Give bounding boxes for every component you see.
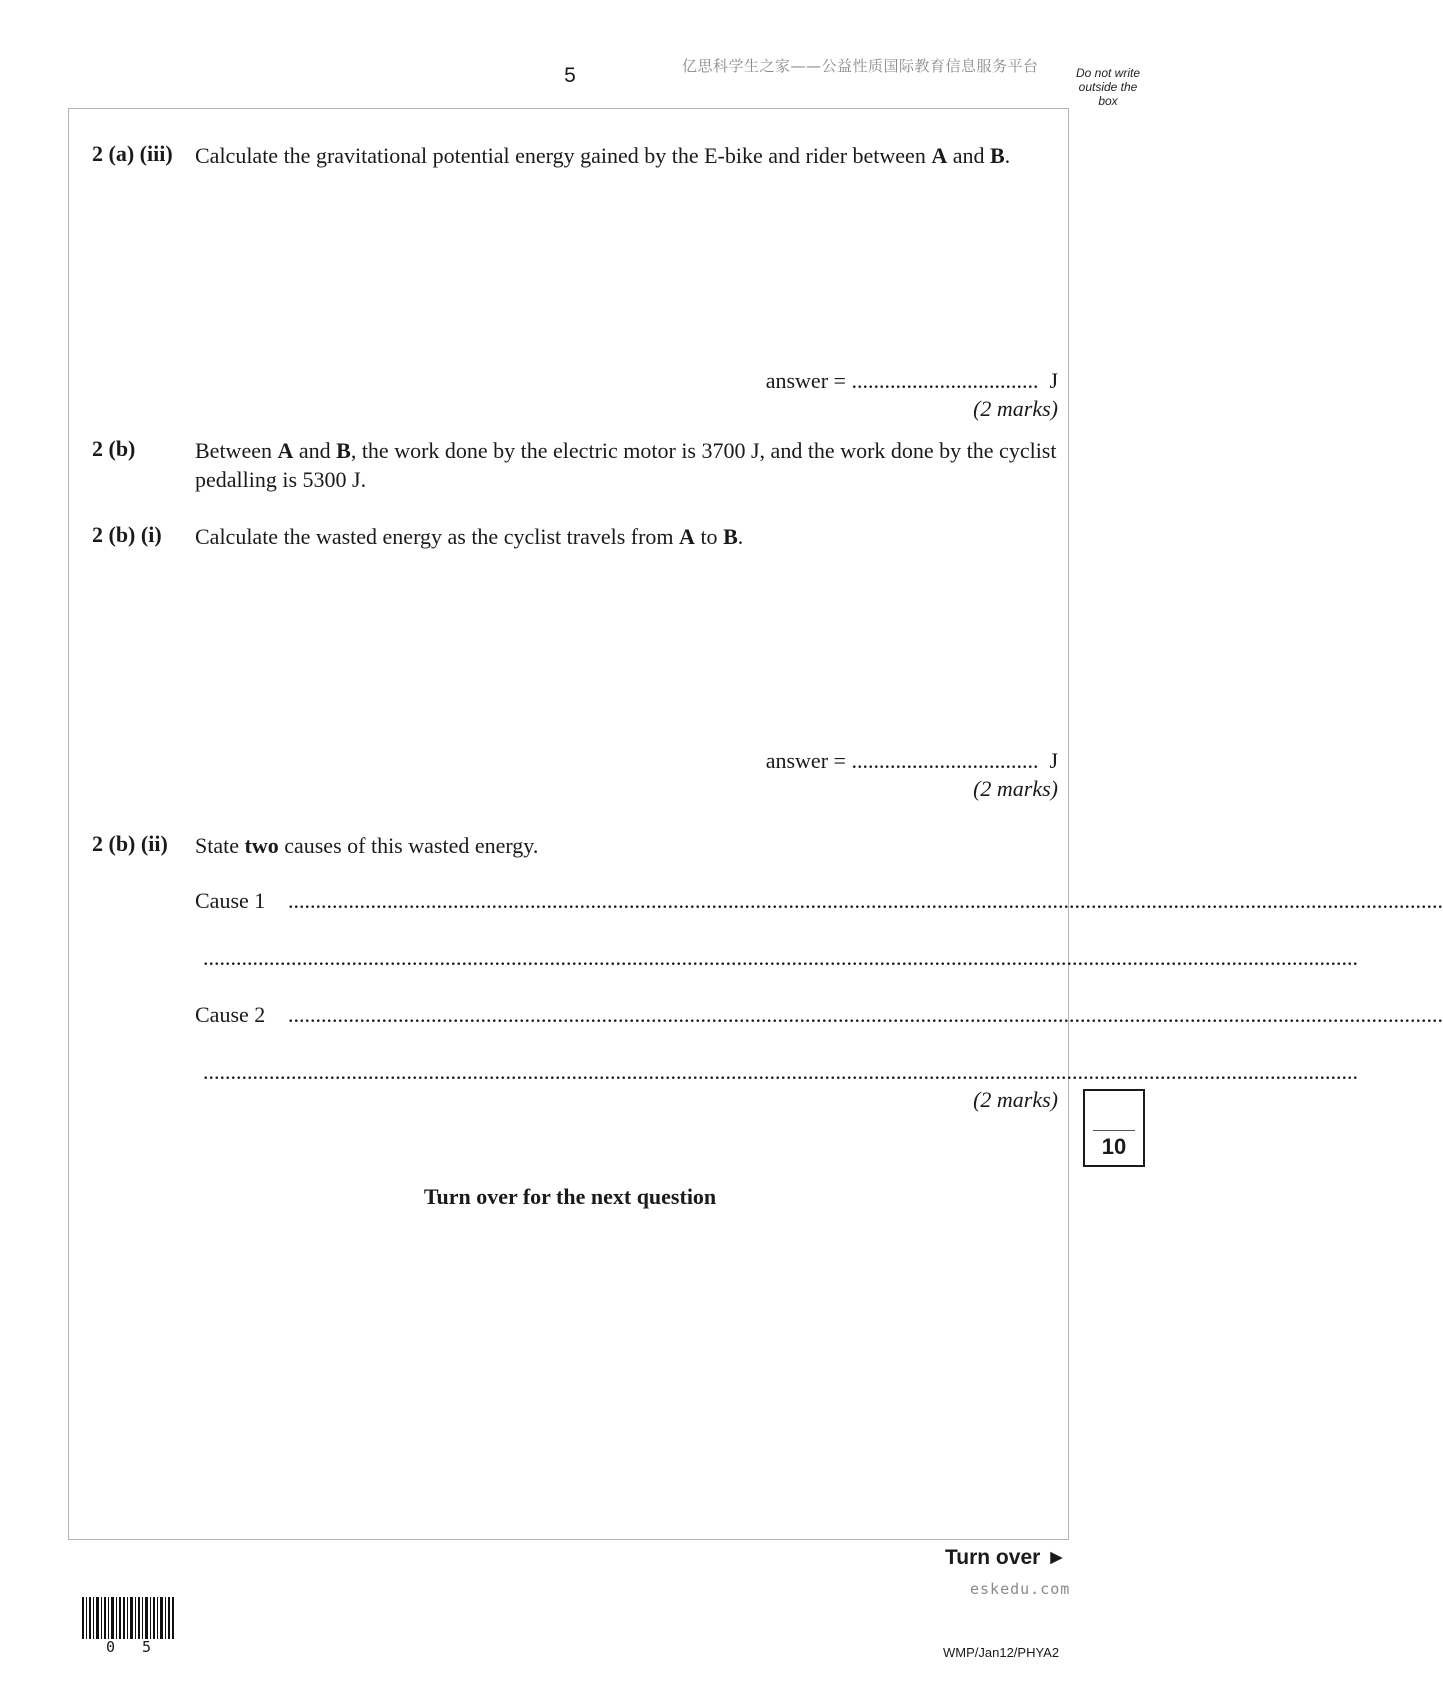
- text: to: [694, 524, 724, 549]
- margin-note-line: box: [1098, 94, 1118, 108]
- margin-note: [1063, 66, 1153, 108]
- text: causes of this wasted energy.: [278, 833, 539, 858]
- point-a: A: [679, 524, 695, 549]
- text: and: [947, 143, 990, 168]
- text: , the work done by the electric motor is 3700 J, and the work done by the cyclist pedalling is 5300 J.: [195, 438, 1057, 492]
- point-a: A: [931, 143, 948, 168]
- point-b: B: [989, 143, 1005, 168]
- score-total: 10: [1101, 1134, 1127, 1159]
- paper-code: WMP/Jan12/PHYA2: [943, 1645, 1060, 1660]
- answer-line-2a-iii[interactable]: [766, 368, 1058, 394]
- margin-note-line: Do not write: [1075, 66, 1141, 80]
- cause-2-answer-line-2[interactable]: ..................................................................................................................................................................................................................: [203, 1059, 1358, 1084]
- site-watermark: eskedu.com: [970, 1580, 1071, 1598]
- answer-label: answer =: [765, 748, 852, 773]
- question-text-2b-i: [195, 522, 1057, 551]
- answer-dots[interactable]: ..................................: [851, 748, 1039, 773]
- cause-1-answer-line[interactable]: ..................................................................................................................................................................................................................: [288, 888, 1443, 913]
- text: .: [737, 524, 744, 549]
- text: and: [293, 438, 337, 463]
- marks-2b-i: (2 marks): [973, 776, 1058, 801]
- turn-over-next-question: Turn over for the next question: [423, 1184, 717, 1209]
- answer-line-2b-i[interactable]: [766, 748, 1058, 774]
- cause-2-answer-line[interactable]: ..................................................................................................................................................................................................................: [288, 1002, 1443, 1027]
- text: Calculate the gravitational potential energy gained by the E-bike and rider between: [195, 143, 932, 168]
- answer-unit: J: [1049, 368, 1058, 393]
- text: Between: [195, 438, 278, 463]
- answer-unit: J: [1049, 748, 1058, 773]
- answer-label: answer =: [765, 368, 852, 393]
- question-text-2a-iii: [195, 141, 1057, 170]
- question-number-2a-iii: 2 (a) (iii): [92, 141, 173, 166]
- marks-2a-iii: (2 marks): [973, 396, 1058, 421]
- margin-note-line: outside the: [1078, 80, 1138, 94]
- barcode-icon: [82, 1597, 176, 1639]
- text: .: [1004, 143, 1011, 168]
- point-b: B: [336, 438, 351, 463]
- point-b: B: [723, 524, 738, 549]
- text: State: [195, 833, 245, 858]
- point-a: A: [277, 438, 294, 463]
- cause-1-answer-line-2[interactable]: ..................................................................................................................................................................................................................: [203, 945, 1358, 970]
- emphasis-two: two: [244, 833, 279, 858]
- question-number-2b-ii: 2 (b) (ii): [92, 831, 168, 856]
- question-number-2b-i: 2 (b) (i): [92, 522, 162, 547]
- barcode-number: 0 5: [106, 1638, 161, 1656]
- score-divider: [1093, 1130, 1135, 1131]
- marks-2b-ii: (2 marks): [973, 1087, 1058, 1112]
- page-number: 5: [564, 64, 576, 87]
- question-text-2b: [195, 436, 1057, 494]
- cause-1-label: Cause 1: [195, 888, 266, 913]
- text: Calculate the wasted energy as the cyclist travels from: [195, 524, 680, 549]
- question-text-2b-ii: [195, 831, 1057, 860]
- turn-over-label: Turn over ►: [945, 1546, 1067, 1569]
- watermark-text: 亿思科学生之家——公益性质国际教育信息服务平台: [682, 57, 1039, 75]
- answer-dots[interactable]: ..................................: [851, 368, 1039, 393]
- question-number-2b: 2 (b): [92, 436, 136, 461]
- cause-2-label: Cause 2: [195, 1002, 266, 1027]
